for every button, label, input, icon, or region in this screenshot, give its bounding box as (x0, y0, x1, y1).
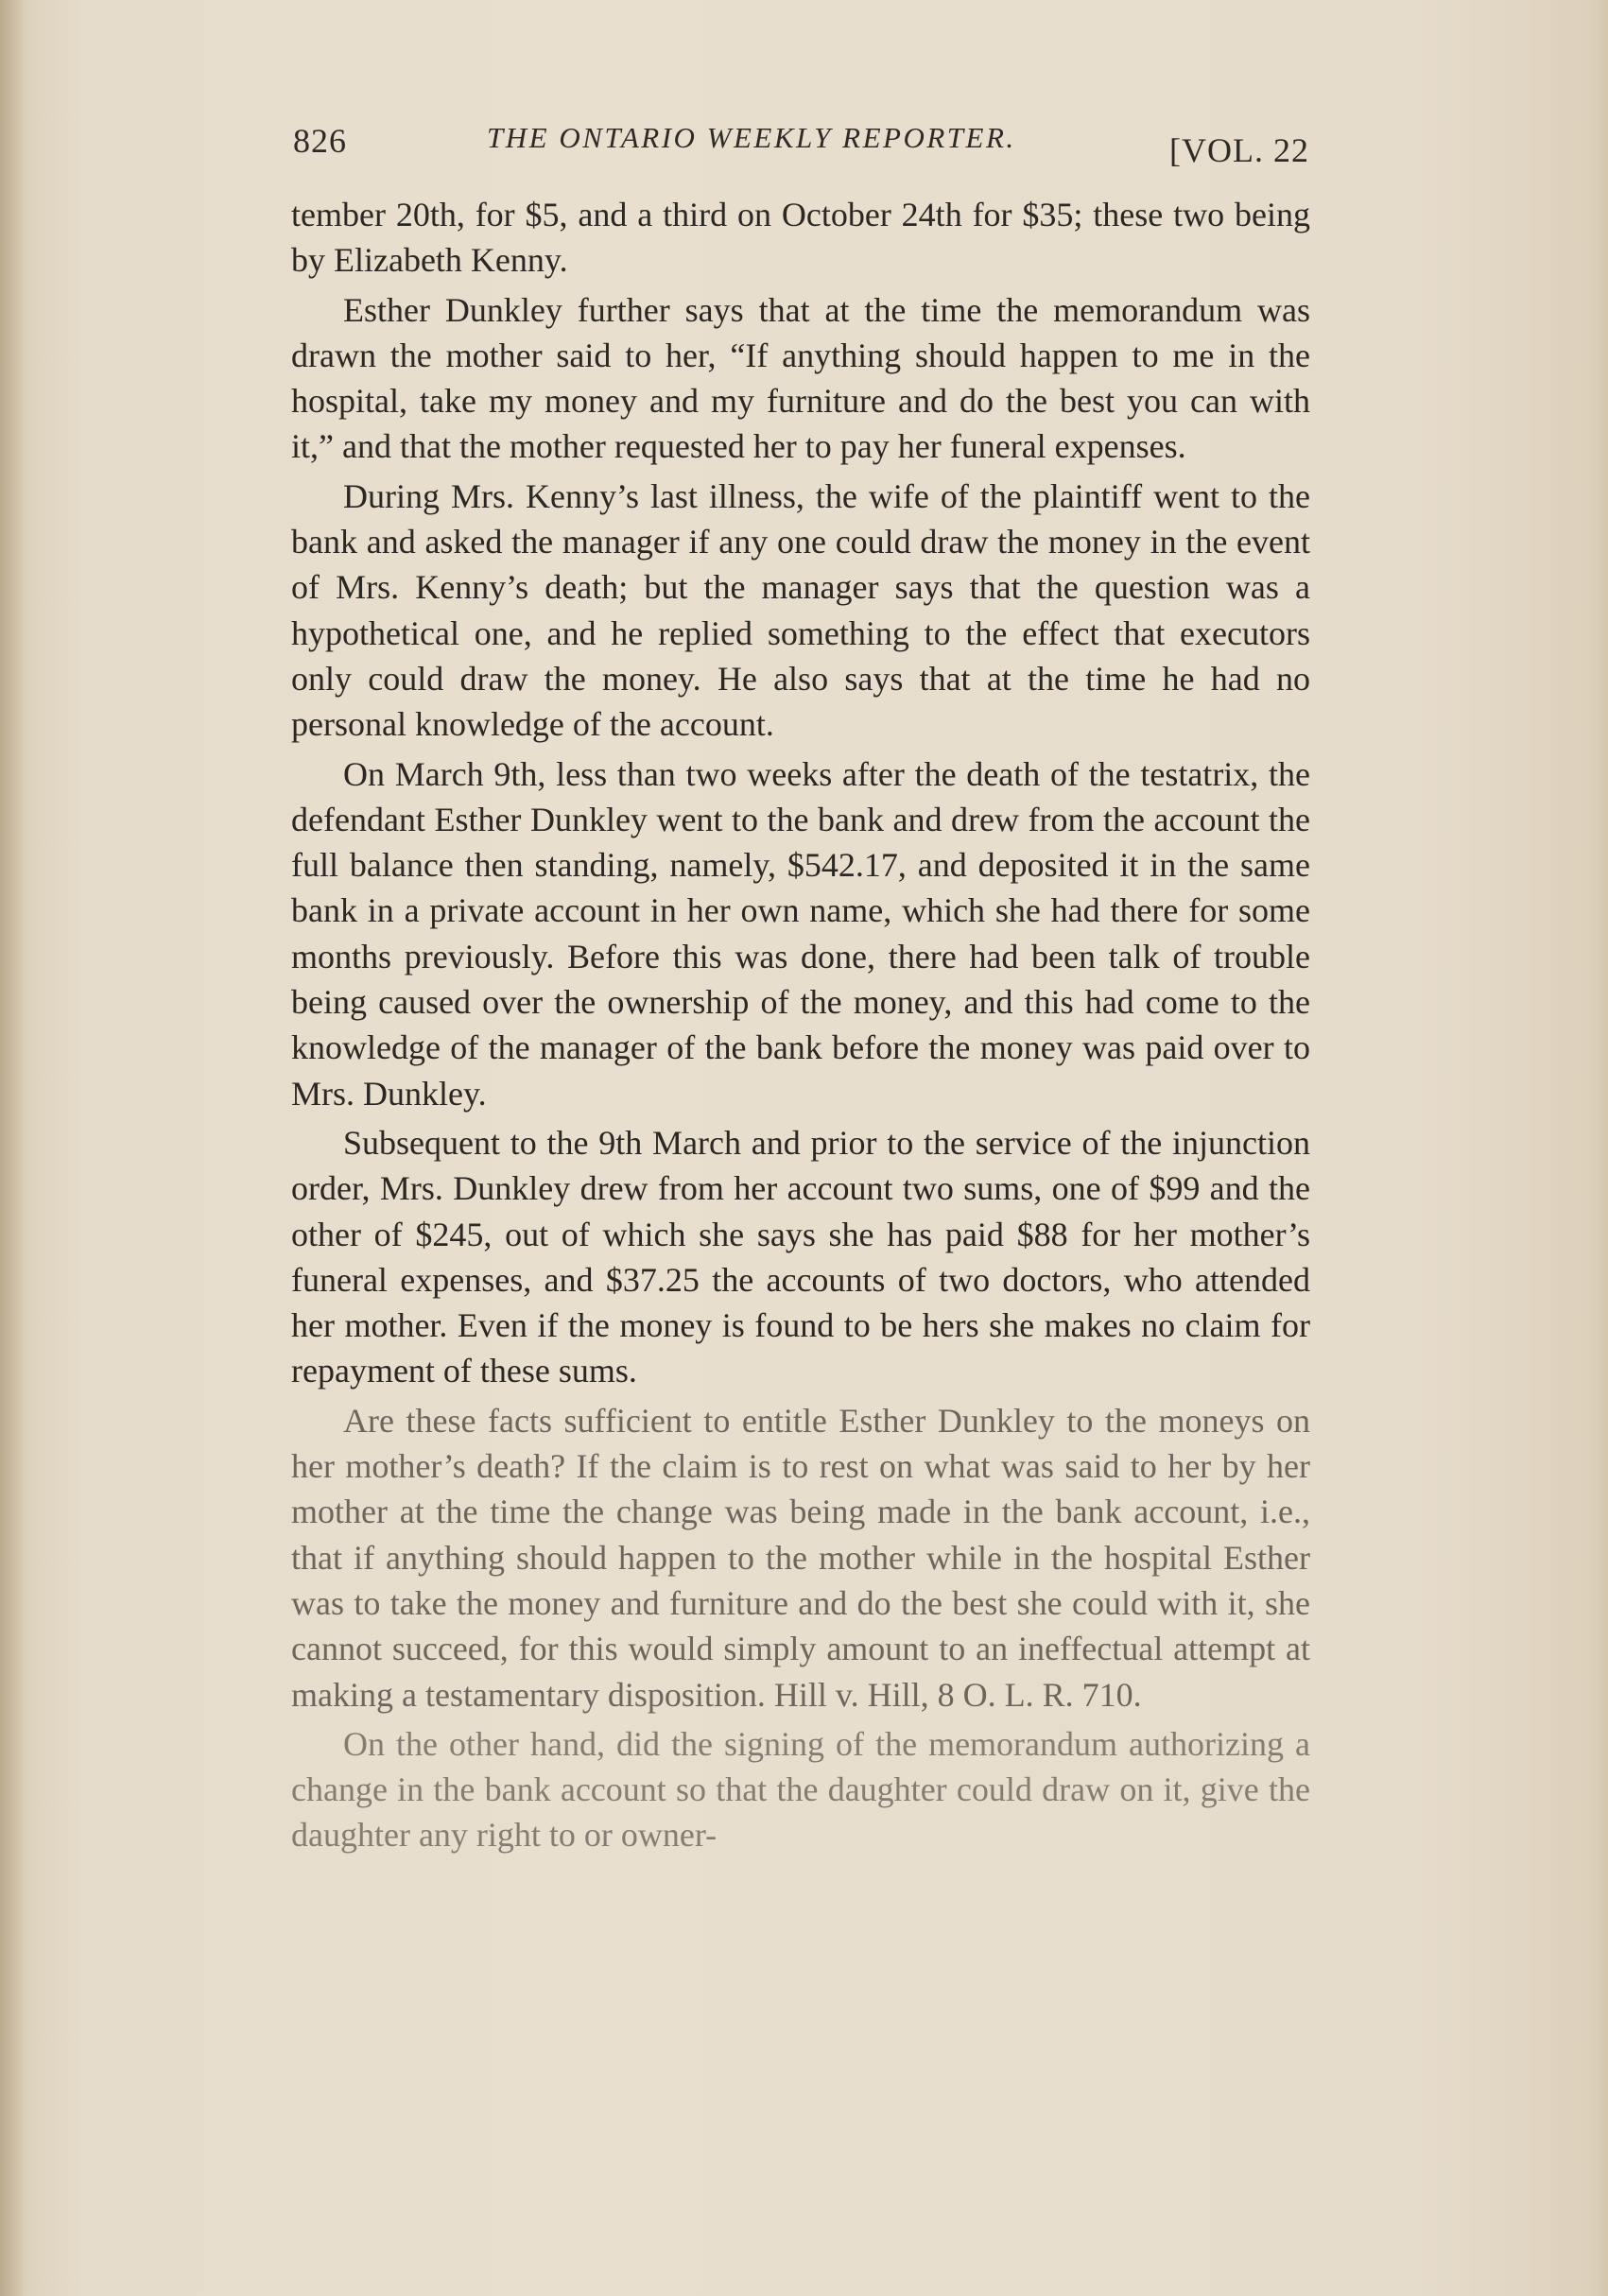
paragraph-5: Subsequent to the 9th March and prior to the service of the injunction order, Mrs. Dunkley drew from her account two sums, one of $99 and the other of $245, out of which she says she has paid $88 for her mother’s funeral expenses, and $37.25 the accounts of two doctors, who attended her mother. Even if the money is found to be hers she makes no claim for repayment of these sums. (291, 1123, 1310, 1390)
volume-label: [VOL. 22 (1169, 131, 1309, 169)
paragraph-3: During Mrs. Kenny’s last illness, the wife of the plaintiff went to the bank and asked the manager if any one could draw the money in the event of Mrs. Kenny’s death; but the manager says that the question was a hypothetical one, and he replied something to the effect that executors only could draw the money. He also says that at the time he had no personal knowledge of the account. (291, 476, 1310, 744)
body-text (291, 192, 1310, 1862)
page-binding-edge (0, 0, 23, 2296)
paragraph-2: Esther Dunkley further says that at the time the memorandum was drawn the mother said to her, “If anything should happen to me in the hospital, take my money and my furniture and do the best you can with it,” and that the mother requested her to pay her funeral expenses. (291, 290, 1310, 466)
paragraph-1: tember 20th, for $5, and a third on October 24th for $35; these two being by Elizabeth Kenny. (291, 196, 1310, 280)
page-number: 826 (293, 122, 347, 160)
paragraph-7: On the other hand, did the signing of the memorandum authorizing a change in the bank account so that the daughter could draw on it, give the daughter any right to or owner- (291, 1724, 1310, 1855)
running-title: THE ONTARIO WEEKLY REPORTER. (487, 121, 1016, 154)
running-header (293, 113, 1309, 180)
paragraph-6: Are these facts sufficient to entitle Esther Dunkley to the moneys on her mother’s death? If the claim is to rest on what was said to her by her mother at the time the change was being made in the bank account, i.e., that if anything should happen to the mother while in the hospital Esther was to take the money and furniture and do the best she could with it, she cannot succeed, for this would simply amount to an ineffectual attempt at making a testamentary disposition. Hill v. Hill, 8 O. L. R. 710. (291, 1401, 1310, 1714)
paragraph-4: On March 9th, less than two weeks after the death of the testatrix, the defendant Esther Dunkley went to the bank and drew from the account the full balance then standing, namely, $542.17, and deposited it in the same bank in a private account in her own name, which she had there for some months previously. Before this was done, there had been talk of trouble being caused over the ownership of the money, and this had come to the knowledge of the manager of the bank before the money was paid over to Mrs. Dunkley. (291, 754, 1310, 1113)
